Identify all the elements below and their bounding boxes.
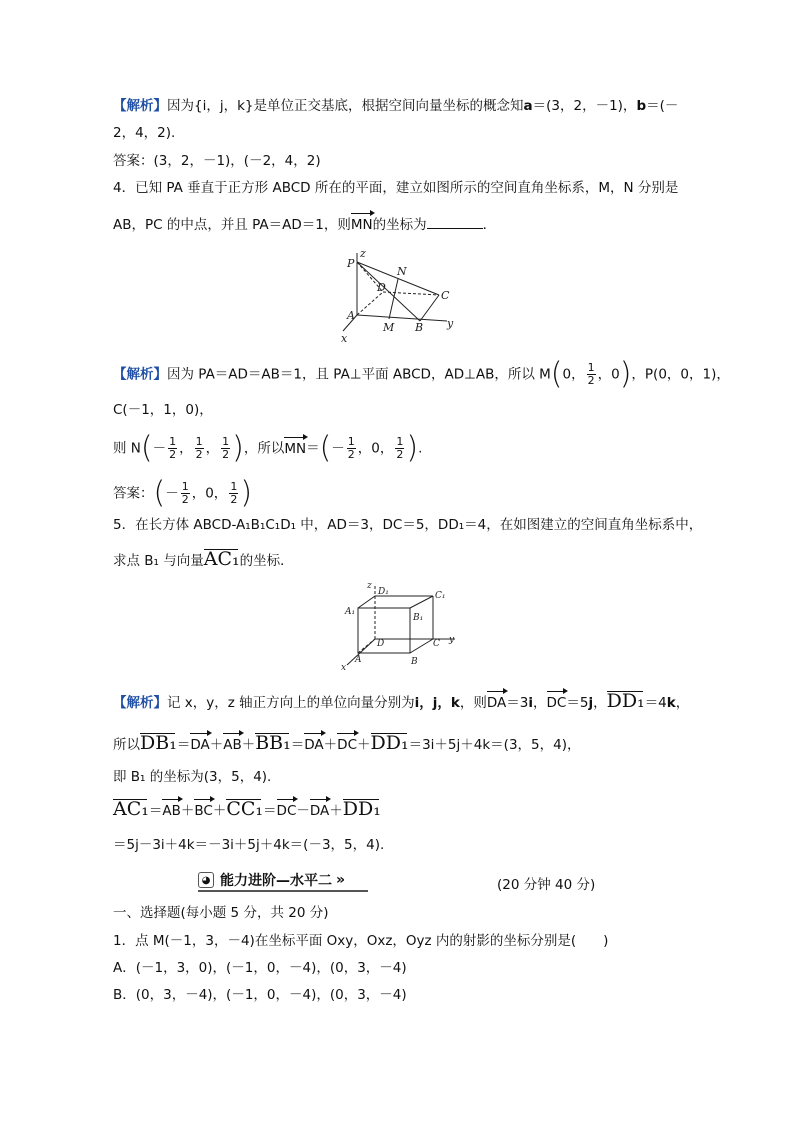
answer-4: 答案：(－ $\frac{1}{2}$ ，0， $\frac{1}{2}$ ) (113, 475, 253, 511)
label-a: A (355, 655, 362, 665)
solution-1-line-2: 2，4，2). (113, 125, 176, 141)
top-left-edge (358, 596, 375, 608)
edge-pb (357, 262, 420, 321)
solution-1-line-1 (113, 97, 678, 115)
lightbulb-icon: ◕ (198, 872, 214, 888)
edge-ad (357, 292, 383, 315)
vector-a: a (523, 98, 533, 114)
vector-bc: BC (194, 803, 213, 819)
label-a: A (347, 309, 355, 322)
solution-5-line-2: 所以DB₁＝DA＋AB＋BB₁＝DA＋DC＋DD₁＝3i＋5j＋4k＝(3，5，4)， (113, 732, 581, 754)
vector-cc1: CC₁ (226, 798, 264, 820)
solution-4-line-3: 则 N(－ $\frac{1}{2}$ ， $\frac{1}{2}$ ， $\frac{1}{2}$ )，所以MN＝(－ $\frac{1}{2}$ ，0， $\frac{1}{2}$ ). (113, 430, 423, 466)
label-p: P (347, 257, 355, 270)
label-d: D (377, 639, 385, 649)
label-d1: D₁ (378, 587, 389, 597)
bottom-right-edge (410, 639, 433, 653)
figure-pyramid (335, 245, 465, 345)
answer-prefix: 答案： (113, 485, 154, 502)
double-chevron-icon: » (336, 872, 346, 888)
label-c: C (441, 289, 450, 302)
solution-5-line-5: ＝5j－3i＋4k＝－3i＋5j＋4k＝(－3，5，4). (113, 837, 385, 853)
label-z: z (360, 247, 366, 260)
unit-vectors: i，j，k (414, 695, 460, 711)
figure-cuboid (335, 580, 465, 672)
vector-da: DA (486, 695, 507, 711)
option-a: A．(－1，3，0)，(－1，0，－4)，(0，3，－4) (113, 960, 407, 976)
vector-db1: DB₁ (140, 732, 177, 754)
fraction-half: $\frac{1}{2}$ (587, 361, 595, 387)
section-title: 能力进阶—水平二 (220, 873, 332, 889)
sol4-text: 因为 PA＝AD＝AB＝1，且 PA⊥平面 ABCD，AD⊥AB，所以 M (167, 366, 551, 383)
solution-5-line-4: AC₁＝AB＋BC＋CC₁＝DC－DA＋DD₁ (113, 798, 381, 820)
label-n: N (397, 265, 407, 278)
n-prefix: 则 N (113, 440, 141, 457)
q5-text: 求点 B₁ 与向量 (113, 553, 204, 569)
section-header (198, 870, 368, 892)
question-4-line-1: 4．已知 PA 垂直于正方形 ABCD 所在的平面，建立如图所示的空间直角坐标系，M，N 分别是 (113, 180, 679, 196)
edge-cb (420, 295, 439, 321)
label-m: M (383, 321, 395, 334)
label-y: y (449, 635, 455, 645)
label-b1: B₁ (413, 613, 424, 623)
q4-end: ． (482, 217, 497, 233)
solution-tag: 【解析】 (113, 695, 167, 711)
solution-4-line-2: C(－1，1，0)， (113, 402, 213, 418)
solution-5-line-1: 【解析】记 x，y，z 轴正方向上的单位向量分别为i，j，k，则DA＝3i，DC＝5j，DD₁＝4k， (113, 690, 690, 712)
so-text: ，所以 (243, 440, 285, 457)
answer-blank (427, 228, 483, 229)
top-right-edge (410, 596, 433, 608)
label-x: x (341, 332, 348, 345)
q4-text: AB，PC 的中点，并且 PA＝AD＝1，则 (113, 217, 351, 233)
label-z: z (367, 581, 372, 591)
option-b: B．(0，3，－4)，(－1，0，－4)，(0，3，－4) (113, 987, 407, 1003)
label-b: B (415, 321, 424, 334)
label-d: D (377, 281, 386, 294)
label-x: x (341, 663, 347, 672)
q4-text-b: 的坐标为 (372, 217, 427, 233)
p-coord: ，P(0，0，1)， (631, 366, 730, 383)
answer-1: 答案：(3，2，－1)，(－2，4，2) (113, 153, 321, 169)
solution-4-line-1: 【解析】因为 PA＝AD＝AB＝1，且 PA⊥平面 ABCD，AD⊥AB，所以 M(0， $\frac{1}{2}$ ，0)，P(0，0，1)， (113, 356, 730, 392)
label-a1: A₁ (345, 607, 356, 617)
label-c: C (433, 639, 440, 649)
solution-5-line-3: 即 B₁ 的坐标为(3，5，4). (113, 769, 272, 785)
question-5-line-1: 5．在长方体 ABCD-A₁B₁C₁D₁ 中，AD＝3，DC＝5，DD₁＝4，在如图建立的空间直角坐标系中， (113, 517, 703, 533)
vector-ac1: AC₁ (113, 798, 149, 820)
question-5-line-2 (113, 550, 294, 570)
label-b: B (411, 657, 418, 667)
solution-tag: 【解析】 (113, 366, 167, 383)
m-coord-b: ，0 (597, 366, 620, 383)
vector-bb1: BB₁ (255, 732, 291, 754)
vector-dc: DC (546, 695, 567, 711)
part-1-heading: 一、选择题(每小题 5 分，共 20 分) (113, 905, 329, 921)
vector-b-value: ＝(－ (646, 98, 679, 114)
vector-mn: MN (284, 440, 307, 457)
vector-dd1: DD₁ (606, 690, 645, 712)
section-time: (20 分钟 40 分) (497, 877, 596, 893)
sol5-text: 记 x，y，z 轴正方向上的单位向量分别为 (167, 695, 415, 711)
vector-b: b (636, 98, 647, 114)
label-c1: C₁ (435, 591, 446, 601)
q5-text-b: 的坐标． (239, 553, 294, 569)
question-4-line-2 (113, 216, 496, 234)
vector-mn: MN (350, 217, 373, 233)
vector-a-value: ＝(3，2，－1)， (532, 98, 637, 114)
y-axis (357, 315, 447, 321)
choice-question-1: 1．点 M(－1，3，－4)在坐标平面 Oxy，Oxz，Oyz 内的射影的坐标分别是( ) (113, 933, 609, 949)
solution-text: 因为{i，j，k}是单位正交基底，根据空间向量坐标的概念知 (167, 98, 524, 114)
vector-ab: AB (223, 737, 242, 753)
label-y: y (447, 317, 454, 330)
m-coord-a: 0， (562, 366, 585, 383)
solution-tag: 【解析】 (113, 98, 167, 114)
vector-ac1: AC₁ (203, 548, 240, 570)
